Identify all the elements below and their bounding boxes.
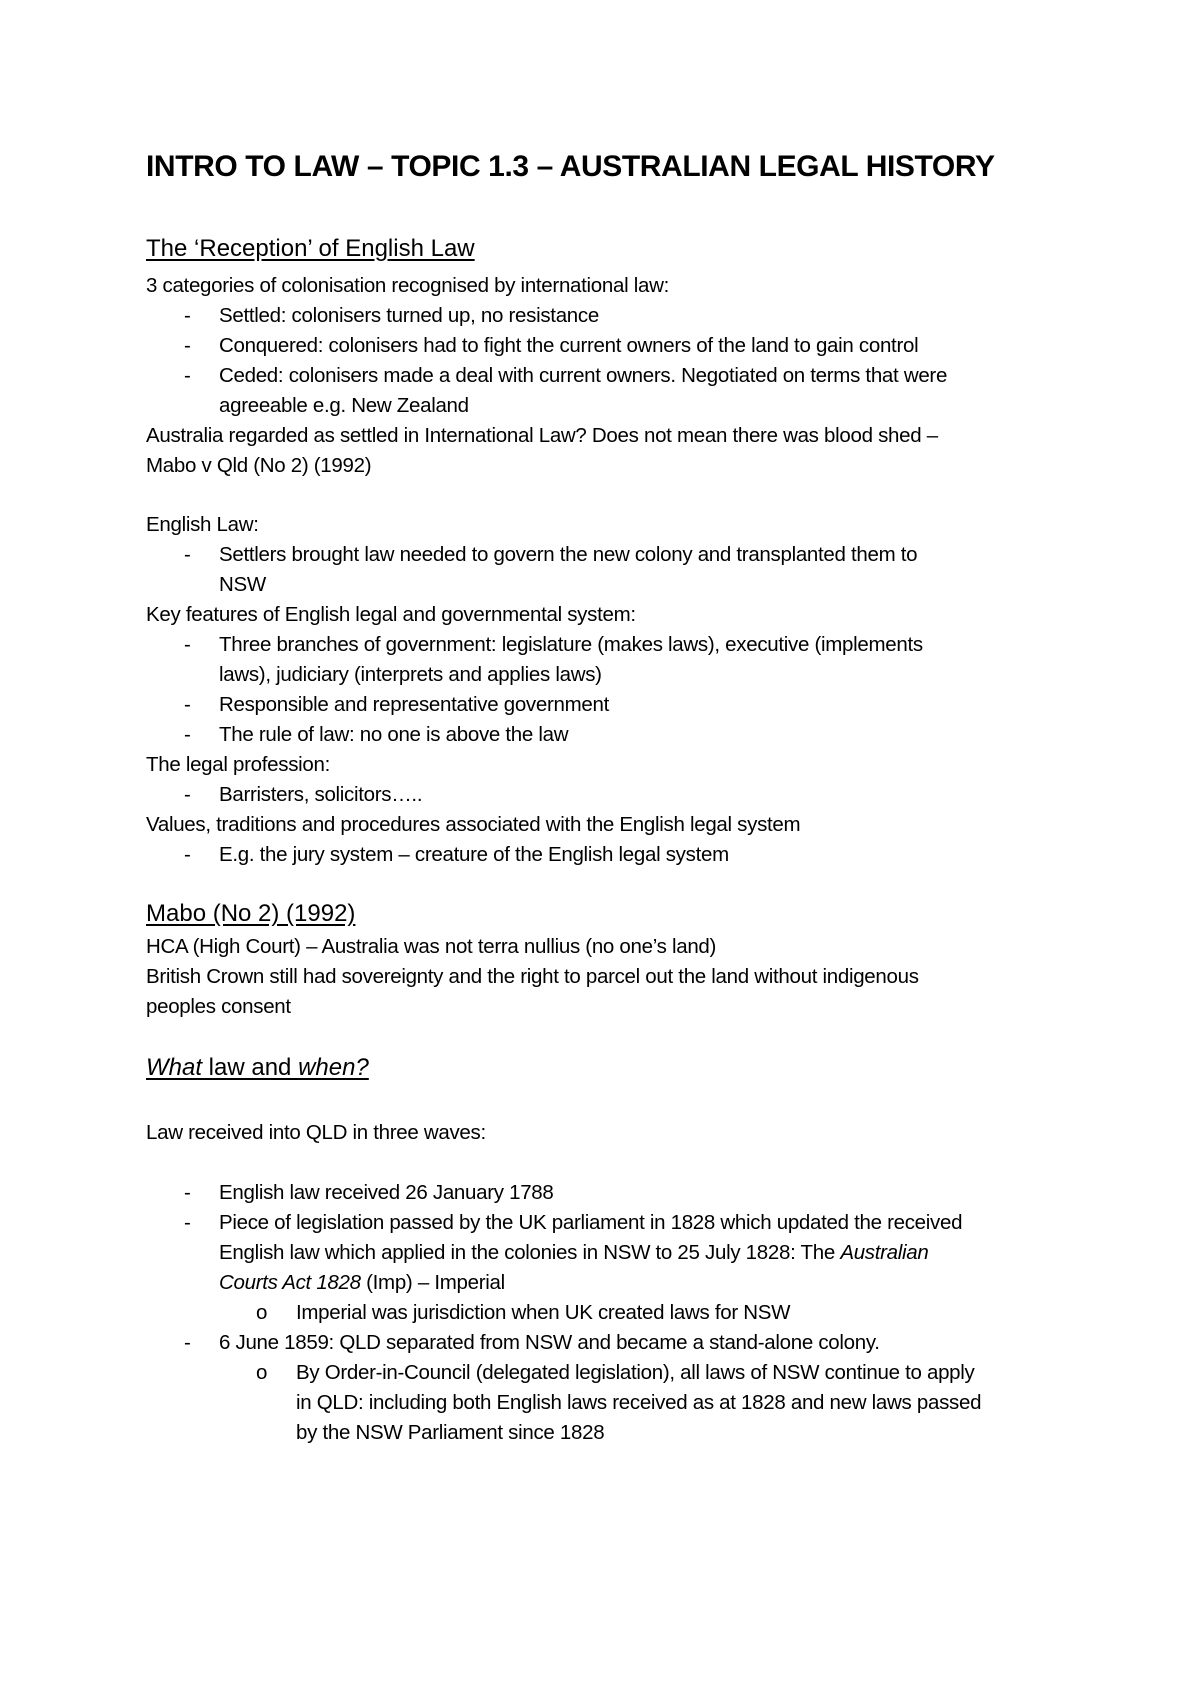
sub-list-item-continuation: by the NSW Parliament since 1828 <box>296 1421 605 1444</box>
bullet-dash: - <box>184 633 191 656</box>
mabo-line2: British Crown still had sovereignty and the right to parcel out the land without indigenous <box>146 965 919 988</box>
list-item: The rule of law: no one is above the law <box>219 723 569 746</box>
section-heading-reception: The ‘Reception’ of English Law <box>146 235 475 262</box>
list-item-continuation <box>219 1268 505 1298</box>
bullet-dash: - <box>184 1211 191 1234</box>
list-item: E.g. the jury system – creature of the English legal system <box>219 843 729 866</box>
list-item: 6 June 1859: QLD separated from NSW and became a stand-alone colony. <box>219 1331 880 1354</box>
wave2-line3-text: (Imp) – Imperial <box>360 1271 505 1294</box>
list-item: Settlers brought law needed to govern the new colony and transplanted them to <box>219 543 918 566</box>
values-label: Values, traditions and procedures associated with the English legal system <box>146 813 801 836</box>
section-heading-mabo: Mabo (No 2) (1992) <box>146 900 356 927</box>
english-law-label: English Law: <box>146 513 259 536</box>
mabo-line3: peoples consent <box>146 995 291 1018</box>
key-features-label: Key features of English legal and governmental system: <box>146 603 636 626</box>
list-item: Conquered: colonisers had to fight the current owners of the land to gain control <box>219 334 919 357</box>
list-item: Ceded: colonisers made a deal with current owners. Negotiated on terms that were <box>219 364 948 387</box>
list-item: Responsible and representative government <box>219 693 609 716</box>
bullet-dash: - <box>184 364 191 387</box>
bullet-dash: - <box>184 543 191 566</box>
section-heading-what-law <box>146 1054 369 1082</box>
bullet-dash: - <box>184 334 191 357</box>
mabo-line1: HCA (High Court) – Australia was not terra nullius (no one’s land) <box>146 935 717 958</box>
list-item: English law received 26 January 1788 <box>219 1181 554 1204</box>
wave2-line2-text: English law which applied in the colonies in NSW to 25 July 1828: The <box>219 1241 841 1264</box>
settled-note-line1: Australia regarded as settled in International Law? Does not mean there was blood shed – <box>146 424 938 447</box>
bullet-dash: - <box>184 843 191 866</box>
legal-profession-label: The legal profession: <box>146 753 331 776</box>
bullet-dash: - <box>184 1181 191 1204</box>
bullet-dash: - <box>184 693 191 716</box>
bullet-circle: o <box>256 1301 268 1324</box>
page-title: INTRO TO LAW – TOPIC 1.3 – AUSTRALIAN LEGAL HISTORY <box>146 150 995 183</box>
list-item: Three branches of government: legislature (makes laws), executive (implements <box>219 633 923 656</box>
reception-intro: 3 categories of colonisation recognised by international law: <box>146 274 669 297</box>
act-name-part1: Australian <box>840 1241 929 1264</box>
heading-what: What <box>146 1054 203 1081</box>
bullet-dash: - <box>184 783 191 806</box>
list-item: Settled: colonisers turned up, no resistance <box>219 304 599 327</box>
waves-intro: Law received into QLD in three waves: <box>146 1121 486 1144</box>
sub-list-item-continuation: in QLD: including both English laws received as at 1828 and new laws passed <box>296 1391 982 1414</box>
bullet-dash: - <box>184 304 191 327</box>
bullet-dash: - <box>184 723 191 746</box>
sub-list-item: By Order-in-Council (delegated legislation), all laws of NSW continue to apply <box>296 1361 975 1384</box>
list-item: Piece of legislation passed by the UK parliament in 1828 which updated the received <box>219 1211 963 1234</box>
list-item-continuation: laws), judiciary (interprets and applies laws) <box>219 663 602 686</box>
act-name-part2: Courts Act 1828 <box>219 1271 361 1294</box>
list-item-continuation: NSW <box>219 573 266 596</box>
heading-when: when? <box>298 1054 369 1081</box>
sub-list-item: Imperial was jurisdiction when UK created laws for NSW <box>296 1301 791 1324</box>
bullet-circle: o <box>256 1361 268 1384</box>
list-item-continuation: agreeable e.g. New Zealand <box>219 394 469 417</box>
heading-mid: law and <box>202 1054 299 1081</box>
settled-note-line2: Mabo v Qld (No 2) (1992) <box>146 454 372 477</box>
list-item-continuation <box>219 1238 929 1268</box>
bullet-dash: - <box>184 1331 191 1354</box>
list-item: Barristers, solicitors….. <box>219 783 423 806</box>
